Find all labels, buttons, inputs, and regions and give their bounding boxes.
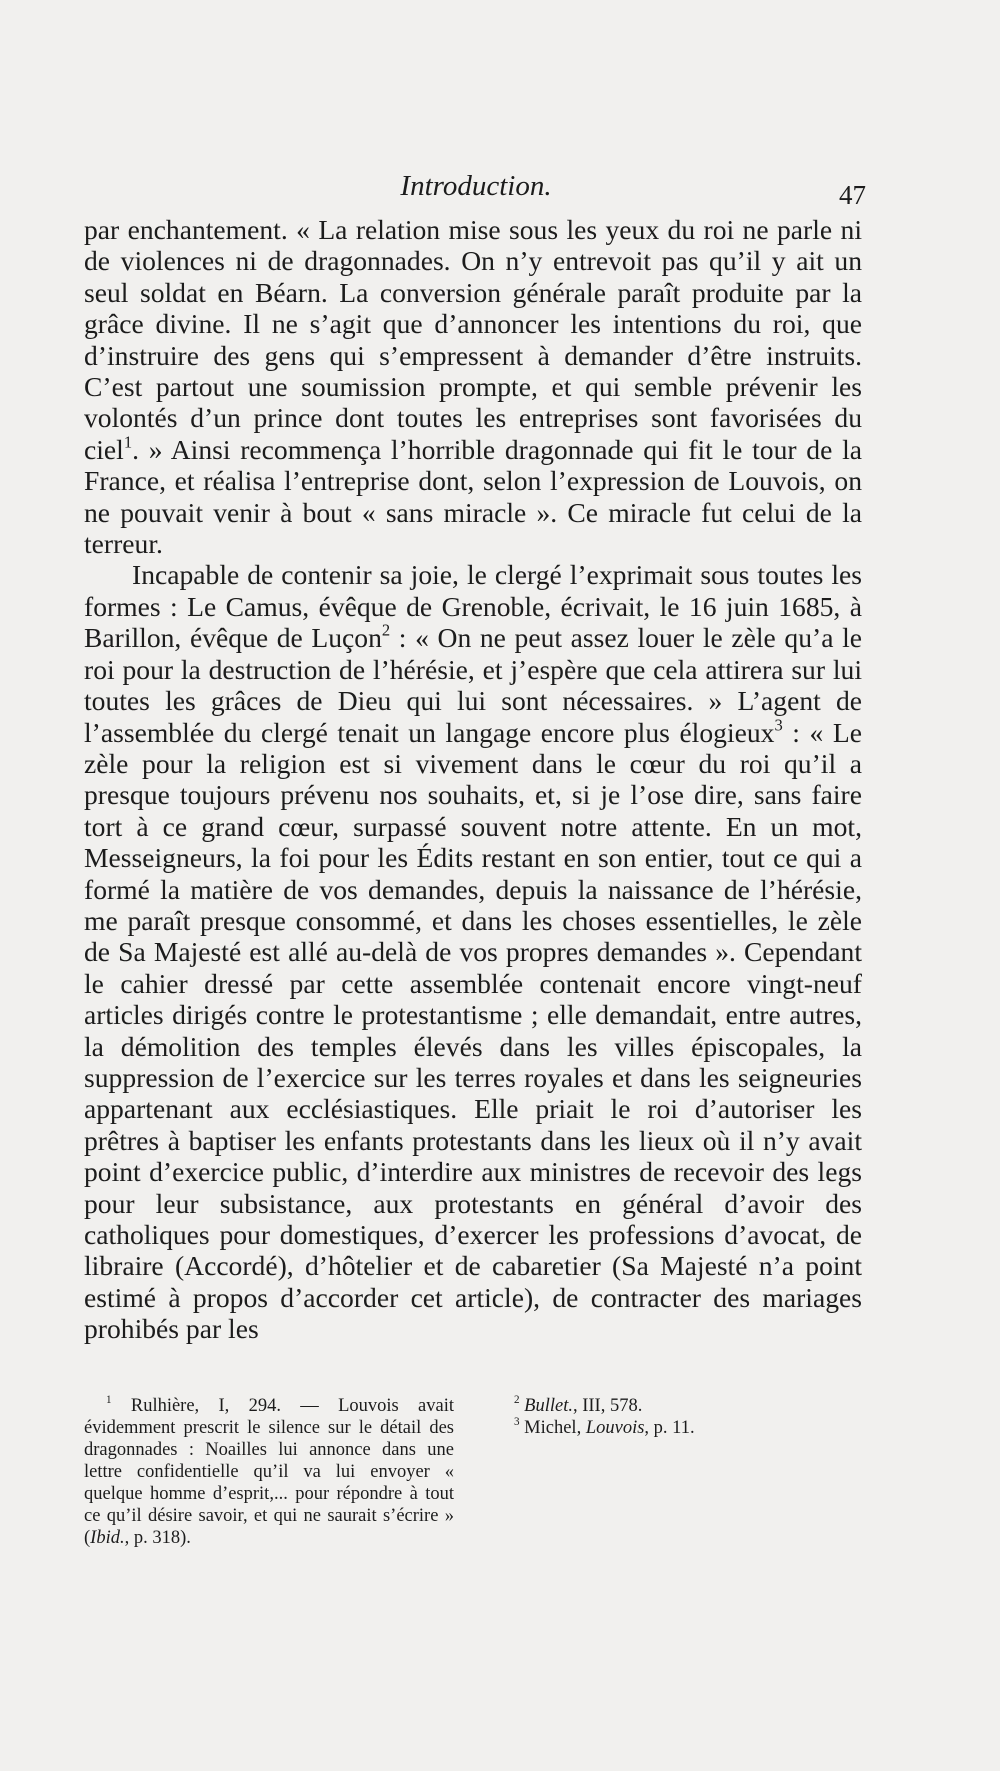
footnote-ref-3: 3 xyxy=(774,714,783,734)
footnote-column-right xyxy=(492,1395,862,1549)
page-header xyxy=(86,170,866,210)
running-title: Introduction. xyxy=(400,170,552,202)
footnote-3 xyxy=(492,1417,862,1439)
footnote-1 xyxy=(84,1395,454,1549)
footnote-number: 1 xyxy=(106,1394,112,1407)
footnote-number: 2 xyxy=(514,1394,520,1407)
paragraph-text: . » Ainsi recommença l’horrible dragonnade qui fit le tour de la France, et réalisa l’entreprise dont, selon l’expression de Louvois, on ne pouvait venir à bout « sans miracle ». Ce miracle fut celui de la terreur. xyxy=(84,433,862,560)
paragraph-text: : « Le zèle pour la religion est si vivement dans le cœur du roi qu’il a presque toujours prévenu nos souhaits, et, si je l’ose dire, sans faire tort à ce grand cœur, surpassé souvent notre attente. En un mot, Messeigneurs, la foi pour les Édits restant en son entier, tout ce qui a formé la matière de vos demandes, depuis la naissance de l’hérésie, me paraît presque consommé, et dans les choses essentielles, le zèle de Sa Majesté est allé au-delà de vos propres demandes ». Cependant le cahier dressé par cette assemblée contenait encore vingt-neuf articles dirigés contre le protestantisme ; elle demandait, entre autres, la démolition des temples élevés dans les villes épiscopales, la suppression de l’exercice sur les terres royales et dans les seigneuries appartenant aux ecclésiastiques. Elle priait le roi d’autoriser les prêtres à baptiser les enfants protestants dans les lieux où il n’y avait point d’exercice public, d’interdire aux ministres de recevoir des legs pour leur subsistance, aux protestants en général d’avoir des catholiques pour domestiques, d’exercer les professions d’avocat, de libraire (Accordé), d’hôtelier et de cabaretier (Sa Majesté n’a point estimé à propos d’accorder cet article), de contracter des mariages prohibés par les xyxy=(84,716,863,1345)
page-number: 47 xyxy=(839,180,866,210)
footnote-number: 3 xyxy=(514,1416,520,1429)
footnotes xyxy=(84,1395,862,1549)
footnote-text: Rulhière, I, 294. — Louvois avait évidemment prescrit le silence sur le détail des dragonnades : Noailles lui annonce dans une lettre confidentielle qu’il va lui envoyer « quelque homme d’esprit,... pour répondre à tout ce qu’il désire savoir, et qui ne saurait s’écrire » ( xyxy=(84,1396,454,1548)
paragraph-text: par enchantement. « La relation mise sous les yeux du roi ne parle ni de violences ni de dragonnades. On n’y entrevoit pas qu’il y ait un seul soldat en Béarn. La conversion générale paraît produite par la grâce divine. Il ne s’agit que d’annoncer les intentions du roi, que d’instruire des gens qui s’empressent à demander d’être instruits. C’est partout une soumission prompte, et qui semble prévenir les volontés d’un prince dont toutes les entreprises sont favorisées du ciel xyxy=(84,214,862,465)
footnote-2 xyxy=(492,1395,862,1417)
footnote-citation: Bullet. xyxy=(524,1396,573,1416)
footnote-text: , p. 318). xyxy=(124,1528,191,1548)
paragraph-text: : « On ne peut assez louer le zèle qu’a le roi pour la destruction de l’hérésie, et j’espère que cela attirera sur lui toutes les grâces de Dieu qui lui sont nécessaires. » L’agent de l’assemblée du clergé tenait un langage encore plus élogieux xyxy=(84,622,862,748)
footnote-text: , p. 11. xyxy=(644,1418,695,1438)
footnote-ref-1: 1 xyxy=(123,432,133,452)
footnote-ref-2: 2 xyxy=(381,620,391,640)
paragraph-1 xyxy=(84,214,862,559)
footnote-column-left xyxy=(84,1395,454,1549)
footnote-text: Michel, xyxy=(519,1418,586,1438)
main-text xyxy=(84,214,862,1345)
footnote-citation: Ibid. xyxy=(90,1528,125,1548)
paragraph-2 xyxy=(84,559,862,1344)
footnote-text: , III, 578. xyxy=(572,1396,643,1416)
footnote-citation: Louvois xyxy=(585,1418,645,1438)
paragraph-text: Incapable de contenir sa joie, le clergé l’exprimait sous toutes les formes : Le Camus, évêque de Grenoble, écrivait, le 16 juin 1685, à Barillon, évêque de Luçon xyxy=(84,559,862,654)
